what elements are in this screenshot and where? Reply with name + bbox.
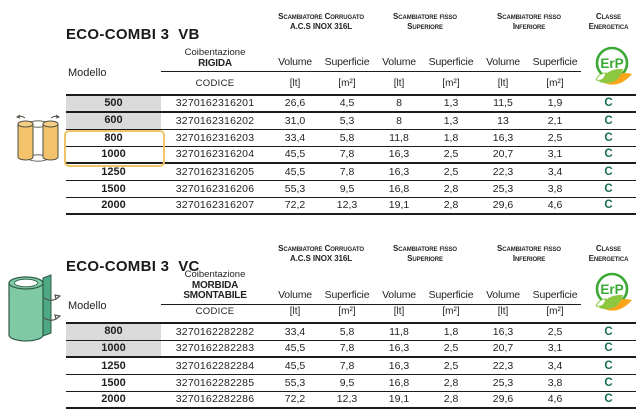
upper-volume-cell: 11,8 [389, 131, 409, 144]
upper-volume-cell: 11,8 [389, 325, 409, 338]
m2-unit: [m²] [442, 77, 460, 89]
energy-class-line1: Classe [595, 244, 622, 253]
code-cell: 3270162282283 [175, 342, 255, 354]
lower-surface-cell: 4,6 [547, 393, 563, 405]
lower-volume-cell: 11,5 [493, 97, 513, 109]
insulation-type: MORBIDA SMONTABILE [183, 279, 247, 301]
volume-header: Volume [373, 56, 425, 72]
model-cell: 1500 [101, 182, 126, 195]
lower-surface-cell: 3,1 [547, 342, 563, 354]
product-section-vc [0, 232, 640, 420]
acs-surface-cell: 7,8 [339, 148, 355, 160]
table-row [66, 375, 636, 392]
lower-volume-cell: 29,6 [492, 393, 514, 405]
lower-volume-cell: 16,3 [492, 325, 514, 338]
column-group-energy-class [581, 240, 636, 263]
surface-header: Superficie [321, 56, 373, 72]
surface-header: Superficie [425, 56, 477, 72]
liters-unit: [lt] [497, 305, 509, 317]
insulation-header [161, 270, 269, 305]
upper-volume-cell: 16,8 [388, 182, 410, 195]
code-cell: 3270162282286 [175, 393, 255, 405]
code-cell: 3270162316205 [175, 165, 255, 178]
energy-class-cell: C [604, 342, 613, 354]
acs-surface-cell: 9,5 [339, 182, 355, 195]
upper-surface-cell: 1,8 [443, 325, 459, 338]
acs-exchanger-line1: Scambiatore Corrugato [278, 244, 364, 253]
upper-volume-cell: 19,1 [388, 393, 410, 405]
lower-volume-cell: 22,3 [492, 165, 514, 178]
acs-volume-cell: 55,3 [284, 376, 306, 389]
spec-table-vc [66, 232, 636, 409]
table-row [66, 147, 636, 164]
upper-surface-cell: 1,3 [443, 114, 459, 127]
acs-volume-cell: 33,4 [284, 325, 306, 338]
model-cell: 1500 [101, 376, 126, 389]
upper-exchanger-line1: Scambiatore fisso [393, 12, 457, 21]
acs-volume-cell: 45,5 [284, 165, 306, 178]
energy-class-cell: C [604, 148, 613, 160]
upper-exchanger-line2: Superiore [407, 21, 443, 31]
lower-volume-cell: 25,3 [492, 182, 514, 195]
insulation-label: Coibentazione [184, 47, 246, 58]
modello-header: Modello [68, 299, 107, 312]
energy-class-cell: C [604, 131, 613, 144]
lower-exchanger-line2: Inferiore [512, 21, 546, 31]
upper-surface-cell: 2,8 [443, 393, 459, 405]
lower-surface-cell: 2,5 [547, 325, 563, 338]
upper-surface-cell: 2,5 [443, 342, 459, 354]
lower-volume-cell: 16,3 [492, 131, 514, 144]
table-row [66, 113, 636, 130]
energy-class-cell: C [604, 359, 613, 372]
acs-surface-cell: 5,3 [339, 114, 355, 127]
acs-surface-cell: 9,5 [339, 376, 355, 389]
spec-table-vb [66, 0, 636, 215]
model-cell: 1250 [101, 359, 126, 372]
upper-surface-cell: 2,8 [443, 182, 459, 195]
surface-header: Superficie [321, 289, 373, 305]
code-header: CODICE [195, 305, 235, 317]
acs-exchanger-line2: A.C.S INOX 316L [289, 21, 353, 31]
m2-unit: [m²] [546, 305, 564, 317]
energy-class-line2: Energetica [588, 21, 629, 31]
upper-surface-cell: 2,5 [443, 165, 459, 178]
energy-class-line1: Classe [595, 12, 622, 21]
acs-surface-cell: 7,8 [339, 165, 355, 178]
lower-surface-cell: 3,4 [547, 165, 563, 178]
upper-volume-cell: 8 [396, 97, 402, 109]
upper-volume-cell: 16,3 [388, 165, 410, 178]
modello-header: Modello [68, 67, 107, 79]
acs-surface-cell: 12,3 [336, 199, 358, 211]
acs-surface-cell: 7,8 [339, 342, 355, 354]
table-row [66, 392, 636, 409]
acs-volume-cell: 72,2 [284, 393, 306, 405]
lower-exchanger-line2: Inferiore [512, 253, 546, 263]
erp-text: ErP [600, 282, 624, 297]
acs-volume-cell: 55,3 [284, 182, 306, 195]
model-cell: 800 [66, 324, 161, 340]
lower-surface-cell: 3,8 [547, 376, 563, 389]
energy-class-cell: C [604, 199, 613, 211]
column-group-lower-exchanger [477, 240, 581, 263]
insulation-header [161, 48, 269, 72]
lower-exchanger-line1: Scambiatore fisso [497, 12, 561, 21]
model-cell: 800 [104, 131, 123, 144]
code-cell: 3270162282284 [175, 359, 255, 372]
liters-unit: [lt] [289, 77, 301, 89]
lower-volume-cell: 22,3 [492, 359, 514, 372]
model-cell: 2000 [101, 393, 126, 405]
acs-volume-cell: 45,5 [284, 359, 306, 372]
code-cell: 3270162316201 [175, 97, 255, 109]
lower-surface-cell: 4,6 [547, 199, 563, 211]
liters-unit: [lt] [393, 77, 405, 89]
upper-exchanger-line1: Scambiatore fisso [393, 244, 457, 253]
m2-unit: [m²] [546, 77, 564, 89]
code-cell: 3270162316206 [175, 182, 255, 195]
column-group-upper-exchanger [373, 240, 477, 263]
soft-insulation-wrap-icon [5, 270, 61, 359]
acs-surface-cell: 7,8 [339, 359, 355, 372]
acs-volume-cell: 33,4 [284, 131, 306, 144]
column-group-energy-class [581, 8, 636, 31]
erp-energy-logo [588, 44, 638, 95]
liters-unit: [lt] [497, 77, 509, 89]
table-row [66, 96, 636, 113]
lower-volume-cell: 20,7 [492, 342, 514, 354]
table-row [66, 130, 636, 147]
upper-surface-cell: 1,8 [443, 131, 459, 144]
acs-surface-cell: 5,8 [339, 325, 355, 338]
lower-surface-cell: 3,1 [547, 148, 563, 160]
lower-volume-cell: 20,7 [492, 148, 514, 160]
code-cell: 3270162316203 [175, 131, 255, 144]
table-body-vb [66, 94, 636, 215]
code-cell: 3270162316207 [175, 199, 255, 211]
acs-volume-cell: 26,6 [284, 97, 306, 109]
acs-volume-cell: 45,5 [284, 148, 306, 160]
model-cell: 500 [66, 96, 161, 111]
table-row [66, 164, 636, 181]
code-cell: 3270162282282 [175, 325, 255, 338]
table-body-vc [66, 322, 636, 409]
code-cell: 3270162282285 [175, 376, 255, 389]
erp-text: ErP [600, 56, 624, 71]
surface-header: Superficie [425, 289, 477, 305]
surface-header: Superficie [529, 289, 581, 305]
lower-surface-cell: 3,4 [547, 359, 563, 372]
energy-class-line2: Energetica [588, 253, 629, 263]
table-row [66, 181, 636, 198]
energy-class-cell: C [604, 97, 613, 109]
model-cell: 1000 [101, 148, 126, 160]
column-group-acs-exchanger [269, 240, 373, 263]
upper-surface-cell: 1,3 [443, 97, 459, 109]
lower-surface-cell: 3,8 [547, 182, 563, 195]
energy-class-cell: C [604, 376, 613, 389]
model-cell: 600 [66, 113, 161, 129]
upper-volume-cell: 16,3 [388, 148, 410, 160]
m2-unit: [m²] [442, 305, 460, 317]
acs-surface-cell: 5,8 [339, 131, 355, 144]
table-title-vc: ECO-COMBI 3 VC [66, 258, 200, 276]
acs-volume-cell: 72,2 [284, 199, 306, 211]
upper-volume-cell: 16,3 [388, 342, 410, 354]
table-row [66, 358, 636, 375]
upper-volume-cell: 8 [396, 114, 402, 127]
table-row [66, 341, 636, 358]
acs-volume-cell: 45,5 [284, 342, 306, 354]
lower-volume-cell: 13 [497, 114, 509, 127]
liters-unit: [lt] [289, 305, 301, 317]
energy-class-cell: C [604, 182, 613, 195]
volume-header: Volume [477, 289, 529, 305]
acs-surface-cell: 12,3 [336, 393, 358, 405]
model-cell: 1250 [101, 165, 126, 178]
table-title-vb: ECO-COMBI 3 VB [66, 26, 200, 44]
upper-surface-cell: 2,8 [443, 376, 459, 389]
lower-surface-cell: 2,1 [547, 114, 563, 127]
insulation-type: RIGIDA [198, 57, 232, 69]
model-cell: 1000 [66, 341, 161, 356]
volume-header: Volume [373, 289, 425, 305]
upper-surface-cell: 2,8 [443, 199, 459, 211]
code-header: CODICE [195, 77, 235, 89]
upper-surface-cell: 2,5 [443, 359, 459, 372]
energy-class-cell: C [604, 325, 613, 338]
code-cell: 3270162316202 [175, 114, 255, 127]
lower-surface-cell: 1,9 [547, 97, 563, 109]
acs-exchanger-line2: A.C.S INOX 316L [289, 253, 353, 263]
m2-unit: [m²] [338, 77, 356, 89]
column-group-lower-exchanger [477, 8, 581, 31]
upper-volume-cell: 16,3 [388, 359, 410, 372]
lower-volume-cell: 25,3 [492, 376, 514, 389]
column-group-acs-exchanger [269, 8, 373, 31]
upper-surface-cell: 2,5 [443, 148, 459, 160]
upper-volume-cell: 19,1 [388, 199, 410, 211]
lower-surface-cell: 2,5 [547, 131, 563, 144]
volume-header: Volume [269, 289, 321, 305]
energy-class-cell: C [604, 165, 613, 178]
acs-exchanger-line1: Scambiatore Corrugato [278, 12, 364, 21]
volume-header: Volume [477, 56, 529, 72]
upper-exchanger-line2: Superiore [407, 253, 443, 263]
acs-surface-cell: 4,5 [339, 97, 355, 109]
energy-class-cell: C [604, 393, 613, 405]
lower-volume-cell: 29,6 [492, 199, 514, 211]
lower-exchanger-line1: Scambiatore fisso [497, 244, 561, 253]
model-cell: 2000 [101, 199, 126, 211]
column-group-upper-exchanger [373, 8, 477, 31]
upper-volume-cell: 16,8 [388, 376, 410, 389]
rigid-insulation-tank-icon [15, 110, 61, 173]
liters-unit: [lt] [393, 305, 405, 317]
acs-volume-cell: 31,0 [284, 114, 306, 127]
energy-class-cell: C [604, 114, 613, 127]
table-row [66, 324, 636, 341]
surface-header: Superficie [529, 56, 581, 72]
volume-header: Volume [269, 56, 321, 72]
table-row [66, 198, 636, 215]
insulation-label: Coibentazione [184, 269, 246, 280]
code-cell: 3270162316204 [175, 148, 255, 160]
m2-unit: [m²] [338, 305, 356, 317]
erp-energy-logo [588, 270, 638, 321]
